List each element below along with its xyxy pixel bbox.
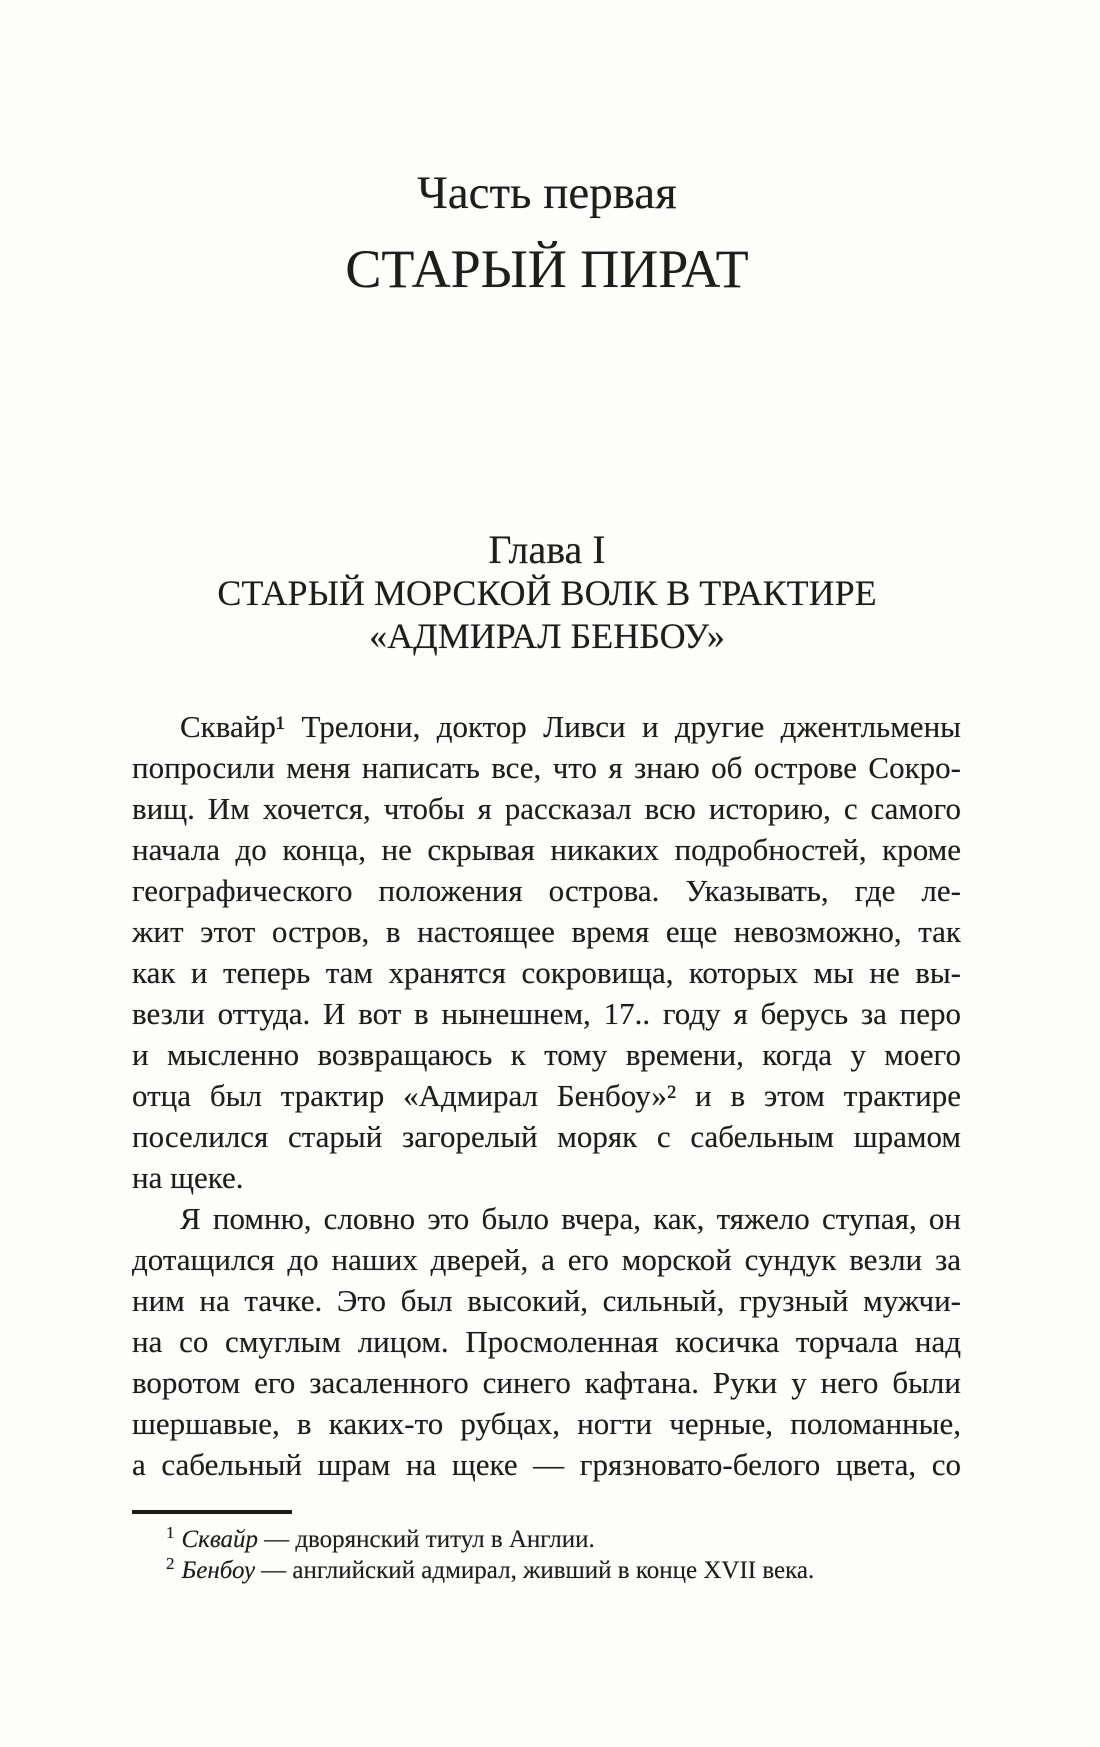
body-line: воротом его засаленного синего кафтана. Руки у него были <box>132 1365 961 1400</box>
footnote-marker: 1 <box>166 1522 175 1542</box>
body-line: попросили меня написать все, что я знаю об острове Сокро- <box>132 750 961 785</box>
body-line: шершавые, в каких-то рубцах, ногти черные, поломанные, <box>132 1406 961 1441</box>
chapter-label: Глава I <box>488 527 606 572</box>
body-line: вищ. Им хочется, чтобы я рассказал всю историю, с самого <box>132 791 961 826</box>
body-line: ним на тачке. Это был высокий, сильный, грузный мужчи- <box>132 1283 961 1318</box>
paragraph-2 <box>132 1198 961 1485</box>
chapter-title-line-2: «АДМИРАЛ БЕНБОУ» <box>369 616 725 656</box>
body-line: и мысленно возвращаюсь к тому времени, когда у моего <box>132 1037 961 1072</box>
body-line: на со смуглым лицом. Просмоленная косичка торчала над <box>132 1324 961 1359</box>
footnote-term: Сквайр <box>181 1526 259 1553</box>
body-line: жит этот остров, в настоящее время еще невозможно, так <box>132 914 961 949</box>
body-line: географического положения острова. Указывать, где ле- <box>132 873 961 908</box>
body-line: Я помню, словно это было вчера, как, тяжело ступая, он <box>180 1201 961 1236</box>
body-line: Сквайр¹ Трелони, доктор Ливси и другие джентльмены <box>180 709 961 744</box>
part-title: СТАРЫЙ ПИРАТ <box>345 239 749 299</box>
footnote-2 <box>132 1555 972 1586</box>
footnote-1 <box>132 1524 972 1555</box>
footnote-divider <box>132 1510 292 1514</box>
footnote-term: Бенбоу <box>181 1557 256 1584</box>
body-line: поселился старый загорелый моряк с сабельным шрамом <box>132 1119 961 1154</box>
body-line: как и теперь там хранятся сокровища, которых мы не вы- <box>132 955 961 990</box>
body-line: на щеке. <box>132 1160 244 1195</box>
body-line: дотащился до наших дверей, а его морской сундук везли за <box>132 1242 961 1277</box>
part-label: Часть первая <box>417 167 677 219</box>
footnote-text: — английский адмирал, живший в конце XVII века. <box>261 1557 815 1584</box>
body-line: а сабельный шрам на щеке — грязновато-белого цвета, со <box>132 1447 961 1482</box>
body-line: начала до конца, не скрывая никаких подробностей, кроме <box>132 832 961 867</box>
paragraph-1 <box>132 706 961 1198</box>
body-text <box>132 706 961 1485</box>
body-line: везли оттуда. И вот в нынешнем, 17.. году я берусь за перо <box>132 996 961 1031</box>
body-line: отца был трактир «Адмирал Бенбоу»² и в этом трактире <box>132 1078 961 1113</box>
chapter-title <box>132 572 962 658</box>
footnote-marker: 2 <box>166 1553 175 1573</box>
footnotes <box>132 1524 972 1586</box>
footnote-text: — дворянский титул в Англии. <box>264 1526 595 1553</box>
chapter-title-line-1: СТАРЫЙ МОРСКОЙ ВОЛК В ТРАКТИРЕ <box>217 573 877 613</box>
